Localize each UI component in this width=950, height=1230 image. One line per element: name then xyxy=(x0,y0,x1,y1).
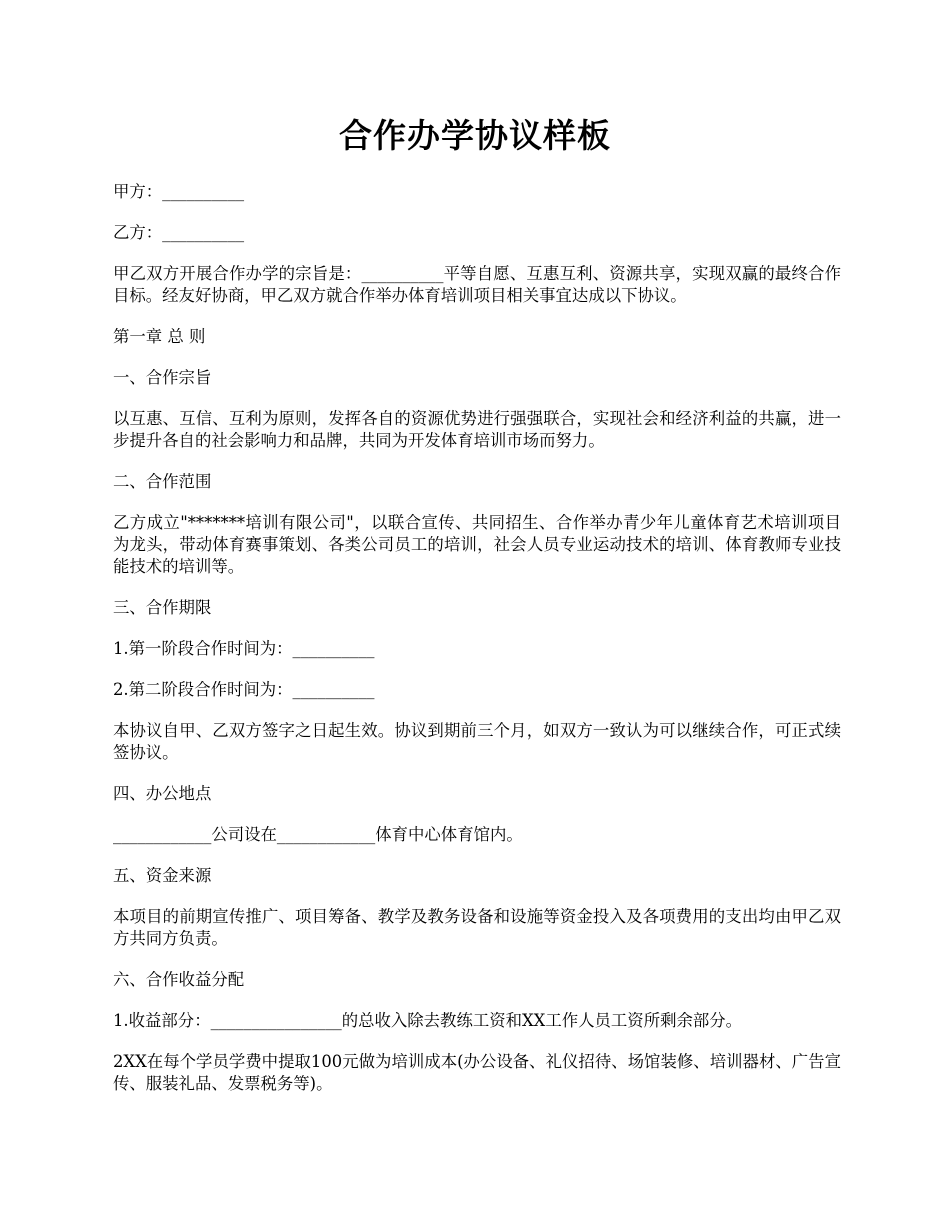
revenue-item-two: 2XX在每个学员学费中提取100元做为培训成本(办公设备、礼仪招待、场馆装修、培训器材、广告宣传、服装礼品、发票税务等)。 xyxy=(113,1052,841,1093)
purpose-paragraph: 以互惠、互信、互利为原则，发挥各自的资源优势进行强强联合，实现社会和经济利益的共赢，进一步提升各自的社会影响力和品牌，共同为开发体育培训市场而努力。 xyxy=(113,409,841,450)
funding-paragraph: 本项目的前期宣传推广、项目筹备、教学及教务设备和设施等资金投入及各项费用的支出均由甲乙双方共同方负责。 xyxy=(113,907,841,948)
revenue-item-one: 1.收益部分：________________的总收入除去教练工资和XX工作人员工资所剩余部分。 xyxy=(113,1011,743,1030)
section-heading-scope: 二、合作范围 xyxy=(113,472,212,491)
term-phase-one: 1.第一阶段合作时间为：__________ xyxy=(113,639,375,658)
section-heading-purpose: 一、合作宗旨 xyxy=(113,368,212,387)
document-title: 合作办学协议样板 xyxy=(339,116,611,155)
party-b-line: 乙方：__________ xyxy=(113,223,245,242)
section-heading-revenue: 六、合作收益分配 xyxy=(113,970,245,989)
scope-paragraph: 乙方成立"*******培训有限公司"，以联合宣传、共同招生、合作举办青少年儿童体育艺术培训项目为龙头，带动体育赛事策划、各类公司员工的培训，社会人员专业运动技术的培训、体育教师专业技能技术的培训等。 xyxy=(113,513,841,576)
section-heading-term: 三、合作期限 xyxy=(113,598,212,617)
preamble-paragraph: 甲乙双方开展合作办学的宗旨是：__________平等自愿、互惠互利、资源共享，实现双赢的最终合作目标。经友好协商，甲乙双方就合作举办体育培训项目相关事宜达成以下协议。 xyxy=(113,264,841,305)
term-phase-two: 2.第二阶段合作时间为：__________ xyxy=(113,680,375,699)
section-heading-funding: 五、资金来源 xyxy=(113,866,212,885)
party-a-line: 甲方：__________ xyxy=(113,182,245,201)
document-body xyxy=(113,181,841,1114)
office-paragraph: ____________公司设在____________体育中心体育馆内。 xyxy=(113,825,523,844)
section-heading-office: 四、办公地点 xyxy=(113,784,212,803)
chapter-heading: 第一章 总 则 xyxy=(113,327,206,346)
term-paragraph: 本协议自甲、乙双方签字之日起生效。协议到期前三个月，如双方一致认为可以继续合作，可正式续签协议。 xyxy=(113,721,841,762)
